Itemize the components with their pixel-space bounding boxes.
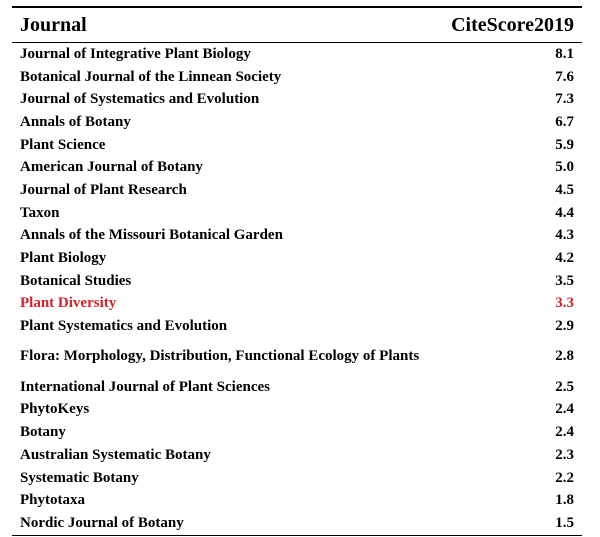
journal-name: Botanical Journal of the Linnean Society: [20, 68, 282, 85]
journal-name: Plant Diversity: [20, 295, 117, 312]
journal-name: Plant Systematics and Evolution: [20, 318, 228, 335]
citescore-value: 3.3: [555, 295, 574, 312]
citescore-value: 4.5: [555, 181, 574, 198]
header-citescore: CiteScore2019: [451, 13, 574, 36]
header-journal: Journal: [20, 13, 87, 36]
citescore-value: 2.4: [555, 424, 574, 441]
citescore-value: 1.5: [555, 514, 574, 531]
journal-name: Journal of Plant Research: [20, 181, 187, 198]
citescore-value: 1.8: [555, 492, 574, 509]
table-row: [12, 399, 582, 422]
table-row: [12, 421, 582, 444]
citescore-value: 7.3: [555, 91, 574, 108]
journal-name: Taxon: [20, 204, 60, 221]
citescore-value: 3.5: [555, 272, 574, 289]
journal-name: Journal of Systematics and Evolution: [20, 91, 260, 108]
table-row: [12, 512, 582, 535]
citescore-value: 2.3: [555, 446, 574, 463]
journal-name: Plant Biology: [20, 250, 107, 267]
journal-name: Systematic Botany: [20, 469, 139, 486]
table-row: [12, 293, 582, 316]
journal-name: PhytoKeys: [20, 401, 90, 418]
citescore-value: 4.4: [555, 204, 574, 221]
citescore-value: 2.8: [555, 348, 574, 365]
table-row: [12, 444, 582, 467]
citescore-value: 2.9: [555, 318, 574, 335]
citescore-value: 5.0: [555, 159, 574, 176]
citescore-value: 4.3: [555, 227, 574, 244]
table-row: [12, 247, 582, 270]
table-row: [12, 43, 582, 66]
table-row: [12, 376, 582, 399]
citescore-value: 2.4: [555, 401, 574, 418]
table-row: [12, 134, 582, 157]
table-row: [12, 111, 582, 134]
citescore-value: 7.6: [555, 68, 574, 85]
citescore-value: 2.2: [555, 469, 574, 486]
table-row: [12, 315, 582, 338]
table-row: [12, 179, 582, 202]
table-header-row: [12, 8, 582, 43]
journal-name: Phytotaxa: [20, 492, 85, 509]
table-row: [12, 270, 582, 293]
journal-name: Flora: Morphology, Distribution, Functional Ecology of Plants: [20, 348, 420, 365]
table-row: [12, 202, 582, 225]
table-row: [12, 225, 582, 248]
citescore-table: [12, 6, 582, 536]
journal-name: International Journal of Plant Sciences: [20, 378, 270, 395]
journal-name: Botanical Studies: [20, 272, 132, 289]
journal-name: Australian Systematic Botany: [20, 446, 211, 463]
citescore-value: 2.5: [555, 378, 574, 395]
journal-name: Journal of Integrative Plant Biology: [20, 45, 251, 62]
citescore-value: 4.2: [555, 250, 574, 267]
citescore-value: 6.7: [555, 113, 574, 130]
table-bottom-rule: [12, 535, 582, 536]
table-row: [12, 338, 582, 376]
table-row: [12, 66, 582, 89]
journal-name: Annals of Botany: [20, 113, 131, 130]
table-row: [12, 156, 582, 179]
citescore-value: 8.1: [555, 45, 574, 62]
table-body: [12, 43, 582, 535]
table-row: [12, 467, 582, 490]
journal-name: Nordic Journal of Botany: [20, 514, 184, 531]
citescore-value: 5.9: [555, 136, 574, 153]
table-row: [12, 88, 582, 111]
journal-name: American Journal of Botany: [20, 159, 203, 176]
journal-name: Annals of the Missouri Botanical Garden: [20, 227, 283, 244]
journal-name: Botany: [20, 424, 66, 441]
table-row: [12, 489, 582, 512]
journal-name: Plant Science: [20, 136, 106, 153]
